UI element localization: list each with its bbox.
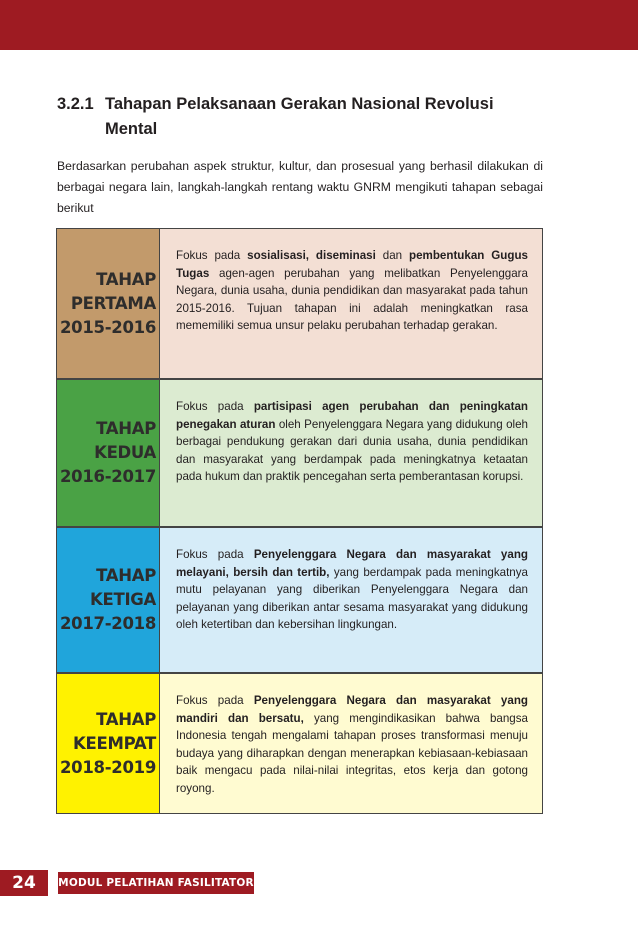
stage-description-2 xyxy=(160,379,543,527)
stage-label-ordinal: KEEMPAT xyxy=(73,733,156,753)
desc-text: agen-agen perubahan yang melibatkan Penyelenggara Negara, dunia usaha, dunia pendidikan dan masyarakat pada tahun 2015-2016. Tujuan tahapan ini adalah meningkatkan rasa mememiliki semua unsur pelaku perubahan terhadap gerakan. xyxy=(176,266,528,333)
stage-label-word: TAHAP xyxy=(96,709,156,729)
desc-text: Fokus pada xyxy=(176,249,248,262)
stage-description-1 xyxy=(160,228,543,379)
stage-label-ordinal: KEDUA xyxy=(94,443,156,462)
desc-text: Fokus pada xyxy=(176,694,254,707)
stage-label-4 xyxy=(56,673,160,814)
stage-years: 2015-2016 xyxy=(60,317,156,337)
desc-emphasis: Penyelenggara Negara dan masyarakat yang mandiri dan bersatu, xyxy=(176,694,528,725)
top-banner xyxy=(0,0,638,50)
stage-years: 2017-2018 xyxy=(60,614,156,633)
stage-label-1 xyxy=(56,228,160,379)
desc-text: Fokus pada xyxy=(176,548,254,561)
desc-emphasis: sosialisasi, diseminasi xyxy=(247,249,376,262)
intro-paragraph: Berdasarkan perubahan aspek struktur, kultur, dan prosesual yang berhasil dilakukan di berbagai negara lain, langkah-langkah rentang waktu GNRM mengikuti tahapan sebagai berikut xyxy=(57,159,543,215)
stage-row-1 xyxy=(56,228,543,379)
stage-row-4 xyxy=(56,673,543,814)
stage-description-3 xyxy=(160,527,543,673)
page-number: 24 xyxy=(0,870,48,896)
stage-row-2 xyxy=(56,379,543,527)
section-number: 3.2.1 xyxy=(57,95,94,113)
stages-table xyxy=(56,228,543,814)
stage-label-2 xyxy=(56,379,160,527)
stage-description-4 xyxy=(160,673,543,814)
stage-label-word: TAHAP xyxy=(96,419,156,438)
section-title: Tahapan Pelaksanaan Gerakan Nasional Revolusi Mental xyxy=(105,95,494,138)
stage-label-ordinal: KETIGA xyxy=(90,590,156,609)
desc-emphasis: partisipasi agen perubahan dan peningkatan penegakan aturan xyxy=(176,400,528,431)
desc-text: dan xyxy=(375,249,409,262)
desc-text: yang mengindikasikan bahwa bangsa Indonesia tengah mengalami tahapan proses transformasi menuju budaya yang diharapkan dengan menerapkan kebiasaan-kebiasaan baik mengacu pada nilai-nilai integritas, etos kerja dan gotong royong. xyxy=(176,711,528,795)
section-heading xyxy=(57,92,537,142)
desc-text: Fokus pada xyxy=(176,400,254,413)
stage-years: 2018-2019 xyxy=(60,757,156,777)
stage-label-word: TAHAP xyxy=(96,269,156,289)
desc-text: yang berdampak pada meningkatnya mutu pelayanan yang diberikan Penyelenggara Negara dan pelayanan yang diberikan antar sesama masyarakat yang didukung oleh ketertiban dan kebersihan lingkungan. xyxy=(176,565,528,632)
stage-label-ordinal: PERTAMA xyxy=(70,293,156,313)
desc-text: oleh Penyelenggara Negara yang didukung oleh berbagai pendukung gerakan dari dunia usaha, dunia pendidikan dan masyarakat yang berdampak pada meningkatnya ketaatan pada hukum dan praktik pencegahan serta pemberantasan korupsi. xyxy=(176,417,528,484)
stage-label-3 xyxy=(56,527,160,673)
stage-years: 2016-2017 xyxy=(60,467,156,486)
stage-row-3 xyxy=(56,527,543,673)
desc-emphasis: pembentukan Gugus Tugas xyxy=(176,249,528,280)
desc-emphasis: Penyelenggara Negara dan masyarakat yang melayani, bersih dan tertib, xyxy=(176,548,528,579)
footer-title: MODUL PELATIHAN FASILITATOR GNRM xyxy=(58,872,254,894)
stage-label-word: TAHAP xyxy=(96,566,156,585)
